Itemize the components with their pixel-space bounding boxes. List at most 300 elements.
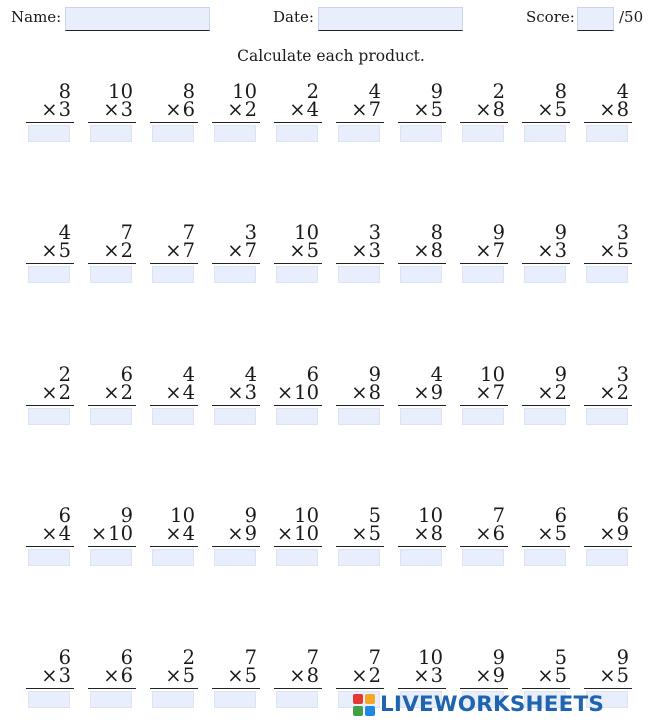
- multiplicand: 4: [58, 221, 71, 244]
- times-sign: ×: [165, 664, 182, 687]
- answer-rule: [88, 546, 136, 547]
- answer-input[interactable]: [400, 549, 442, 566]
- score-input[interactable]: [577, 7, 614, 31]
- problem: [396, 222, 446, 292]
- multiplier-row: [413, 382, 443, 404]
- times-sign: ×: [599, 381, 616, 404]
- answer-input[interactable]: [338, 408, 380, 425]
- problem: [458, 505, 508, 575]
- multiplicand: 9: [616, 646, 629, 669]
- times-sign: ×: [41, 98, 58, 121]
- problem: [520, 364, 570, 434]
- multiplicand: 8: [58, 80, 71, 103]
- multiplier: 8: [616, 98, 629, 121]
- answer-input[interactable]: [90, 549, 132, 566]
- answer-input[interactable]: [152, 408, 194, 425]
- answer-rule: [88, 405, 136, 406]
- multiplier-row: [165, 240, 195, 262]
- answer-rule: [584, 546, 632, 547]
- times-sign: ×: [289, 98, 306, 121]
- multiplier-row: [289, 99, 319, 121]
- multiplicand: 9: [430, 80, 443, 103]
- multiplier-row: [475, 240, 505, 262]
- answer-input[interactable]: [338, 266, 380, 283]
- multiplicand: 7: [182, 221, 195, 244]
- problem: [148, 364, 198, 434]
- answer-rule: [522, 263, 570, 264]
- times-sign: ×: [599, 522, 616, 545]
- answer-rule: [212, 405, 260, 406]
- multiplier: 5: [554, 522, 567, 545]
- multiplier-row: [599, 523, 629, 545]
- times-sign: ×: [227, 239, 244, 262]
- multiplier: 3: [120, 98, 133, 121]
- problem: [210, 222, 260, 292]
- answer-input[interactable]: [90, 125, 132, 142]
- times-sign: ×: [276, 381, 294, 404]
- multiplier: 9: [244, 522, 257, 545]
- multiplier: 5: [554, 664, 567, 687]
- answer-input[interactable]: [586, 125, 628, 142]
- multiplier-row: [537, 382, 567, 404]
- multiplier-row: [475, 99, 505, 121]
- answer-rule: [522, 546, 570, 547]
- multiplier-row: [227, 99, 257, 121]
- answer-rule: [88, 122, 136, 123]
- score-total: /50: [619, 8, 644, 26]
- multiplicand: 7: [120, 221, 133, 244]
- problem: [86, 81, 136, 151]
- multiplicand: 6: [120, 363, 133, 386]
- multiplicand: 4: [182, 363, 195, 386]
- times-sign: ×: [276, 522, 294, 545]
- times-sign: ×: [351, 98, 368, 121]
- answer-rule: [26, 546, 74, 547]
- multiplicand: 2: [182, 646, 195, 669]
- instructions: Calculate each product.: [237, 47, 425, 65]
- multiplicand: 7: [306, 646, 319, 669]
- multiplier: 2: [554, 381, 567, 404]
- multiplier: 4: [182, 522, 195, 545]
- answer-input[interactable]: [276, 266, 318, 283]
- multiplier: 4: [306, 98, 319, 121]
- multiplier: 3: [368, 239, 381, 262]
- multiplicand: 5: [554, 646, 567, 669]
- times-sign: ×: [599, 239, 616, 262]
- answer-input[interactable]: [214, 549, 256, 566]
- answer-input[interactable]: [214, 125, 256, 142]
- answer-input[interactable]: [462, 408, 504, 425]
- multiplier-row: [165, 99, 195, 121]
- multiplicand: 10: [294, 504, 319, 527]
- problem: [24, 81, 74, 151]
- multiplier: 9: [430, 381, 443, 404]
- answer-input[interactable]: [586, 266, 628, 283]
- times-sign: ×: [537, 522, 554, 545]
- multiplier-row: [227, 523, 257, 545]
- times-sign: ×: [413, 664, 430, 687]
- problem: [582, 364, 632, 434]
- problem: [458, 222, 508, 292]
- multiplier: 8: [430, 239, 443, 262]
- answer-input[interactable]: [586, 549, 628, 566]
- answer-input[interactable]: [400, 408, 442, 425]
- multiplicand: 6: [554, 504, 567, 527]
- answer-input[interactable]: [462, 549, 504, 566]
- times-sign: ×: [103, 381, 120, 404]
- answer-input[interactable]: [90, 266, 132, 283]
- multiplier: 7: [182, 239, 195, 262]
- times-sign: ×: [41, 664, 58, 687]
- problem: [272, 364, 322, 434]
- multiplier-row: [227, 382, 257, 404]
- multiplier: 8: [368, 381, 381, 404]
- times-sign: ×: [165, 98, 182, 121]
- multiplicand: 3: [616, 221, 629, 244]
- answer-input[interactable]: [400, 125, 442, 142]
- multiplier: 7: [368, 98, 381, 121]
- problem: [334, 222, 384, 292]
- times-sign: ×: [413, 98, 430, 121]
- times-sign: ×: [537, 664, 554, 687]
- multiplier-row: [351, 240, 381, 262]
- times-sign: ×: [41, 239, 58, 262]
- problem: [86, 222, 136, 292]
- multiplier-row: [413, 665, 443, 687]
- multiplicand: 10: [232, 80, 257, 103]
- multiplier: 2: [120, 239, 133, 262]
- multiplicand: 10: [480, 363, 505, 386]
- multiplier-row: [599, 665, 629, 687]
- answer-rule: [584, 688, 632, 689]
- answer-rule: [274, 263, 322, 264]
- problem: [458, 81, 508, 151]
- multiplier-row: [599, 99, 629, 121]
- multiplier-row: [537, 240, 567, 262]
- times-sign: ×: [41, 522, 58, 545]
- answer-input[interactable]: [28, 549, 70, 566]
- problem: [148, 222, 198, 292]
- answer-rule: [26, 263, 74, 264]
- multiplicand: 2: [306, 80, 319, 103]
- answer-rule: [522, 122, 570, 123]
- problem: [334, 505, 384, 575]
- multiplier-row: [599, 240, 629, 262]
- multiplier-row: [165, 523, 195, 545]
- multiplier-row: [289, 665, 319, 687]
- answer-rule: [274, 122, 322, 123]
- multiplicand: 4: [616, 80, 629, 103]
- times-sign: ×: [103, 239, 120, 262]
- answer-rule: [274, 546, 322, 547]
- multiplicand: 2: [58, 363, 71, 386]
- times-sign: ×: [103, 98, 120, 121]
- times-sign: ×: [475, 98, 492, 121]
- answer-rule: [398, 122, 446, 123]
- multiplier-row: [103, 665, 133, 687]
- times-sign: ×: [41, 381, 58, 404]
- multiplier: 5: [182, 664, 195, 687]
- problem: [520, 222, 570, 292]
- times-sign: ×: [227, 98, 244, 121]
- answer-input[interactable]: [152, 691, 194, 708]
- problem: [210, 647, 260, 717]
- multiplicand: 3: [244, 221, 257, 244]
- answer-rule: [460, 263, 508, 264]
- times-sign: ×: [227, 664, 244, 687]
- multiplier-row: [41, 523, 71, 545]
- answer-input[interactable]: [214, 691, 256, 708]
- multiplicand: 6: [120, 646, 133, 669]
- answer-rule: [398, 688, 446, 689]
- multiplier: 2: [120, 381, 133, 404]
- multiplicand: 9: [554, 363, 567, 386]
- multiplier-row: [475, 382, 505, 404]
- problem: [86, 505, 136, 575]
- problem: [210, 505, 260, 575]
- times-sign: ×: [413, 381, 430, 404]
- answer-input[interactable]: [276, 549, 318, 566]
- multiplier-row: [351, 99, 381, 121]
- answer-rule: [274, 405, 322, 406]
- multiplier: 2: [58, 381, 71, 404]
- multiplier: 6: [492, 522, 505, 545]
- problem: [520, 81, 570, 151]
- multiplier: 2: [244, 98, 257, 121]
- multiplier-row: [227, 665, 257, 687]
- answer-input[interactable]: [276, 691, 318, 708]
- times-sign: ×: [351, 381, 368, 404]
- times-sign: ×: [475, 522, 492, 545]
- problem: [272, 81, 322, 151]
- multiplicand: 3: [368, 221, 381, 244]
- multiplier: 3: [244, 381, 257, 404]
- multiplier: 5: [244, 664, 257, 687]
- problem: [86, 647, 136, 717]
- answer-rule: [398, 546, 446, 547]
- multiplicand: 7: [368, 646, 381, 669]
- problem: [334, 81, 384, 151]
- multiplier: 2: [616, 381, 629, 404]
- answer-input[interactable]: [276, 408, 318, 425]
- multiplier: 8: [430, 522, 443, 545]
- answer-rule: [522, 405, 570, 406]
- answer-rule: [88, 688, 136, 689]
- answer-input[interactable]: [524, 125, 566, 142]
- answer-rule: [150, 546, 198, 547]
- multiplicand: 3: [616, 363, 629, 386]
- answer-input[interactable]: [524, 408, 566, 425]
- multiplicand: 6: [306, 363, 319, 386]
- multiplier-row: [165, 382, 195, 404]
- multiplicand: 6: [58, 646, 71, 669]
- answer-rule: [460, 546, 508, 547]
- score-label: Score:: [526, 8, 575, 26]
- answer-input[interactable]: [90, 691, 132, 708]
- times-sign: ×: [475, 664, 492, 687]
- multiplier-row: [103, 382, 133, 404]
- answer-rule: [522, 688, 570, 689]
- answer-input[interactable]: [524, 266, 566, 283]
- answer-input[interactable]: [338, 125, 380, 142]
- multiplier: 8: [306, 664, 319, 687]
- answer-rule: [584, 122, 632, 123]
- times-sign: ×: [165, 381, 182, 404]
- multiplicand: 10: [418, 504, 443, 527]
- answer-input[interactable]: [28, 691, 70, 708]
- multiplier-row: [103, 240, 133, 262]
- answer-input[interactable]: [28, 266, 70, 283]
- answer-input[interactable]: [462, 266, 504, 283]
- multiplier-row: [91, 523, 133, 545]
- multiplier-row: [537, 99, 567, 121]
- multiplier-row: [41, 99, 71, 121]
- times-sign: ×: [289, 664, 306, 687]
- answer-rule: [460, 122, 508, 123]
- answer-rule: [150, 405, 198, 406]
- answer-input[interactable]: [338, 549, 380, 566]
- answer-input[interactable]: [152, 125, 194, 142]
- multiplier-row: [599, 382, 629, 404]
- answer-rule: [398, 263, 446, 264]
- answer-input[interactable]: [214, 408, 256, 425]
- answer-input[interactable]: [586, 408, 628, 425]
- problem: [24, 222, 74, 292]
- multiplier: 3: [554, 239, 567, 262]
- problem: [24, 364, 74, 434]
- answer-rule: [274, 688, 322, 689]
- multiplier: 7: [244, 239, 257, 262]
- problem: [210, 81, 260, 151]
- name-input[interactable]: [65, 7, 210, 31]
- multiplier-row: [103, 99, 133, 121]
- answer-rule: [88, 263, 136, 264]
- times-sign: ×: [537, 239, 554, 262]
- answer-input[interactable]: [28, 408, 70, 425]
- answer-input[interactable]: [400, 266, 442, 283]
- multiplicand: 10: [294, 221, 319, 244]
- liveworksheets-logo: [352, 693, 604, 717]
- answer-input[interactable]: [462, 125, 504, 142]
- multiplier-row: [351, 523, 381, 545]
- multiplier-row: [537, 665, 567, 687]
- answer-input[interactable]: [90, 408, 132, 425]
- answer-rule: [584, 405, 632, 406]
- multiplicand: 4: [368, 80, 381, 103]
- multiplier: 10: [108, 522, 133, 545]
- times-sign: ×: [413, 522, 430, 545]
- answer-rule: [336, 688, 384, 689]
- multiplier: 7: [492, 381, 505, 404]
- answer-rule: [212, 546, 260, 547]
- multiplier: 3: [430, 664, 443, 687]
- multiplicand: 10: [170, 504, 195, 527]
- multiplier-row: [41, 665, 71, 687]
- times-sign: ×: [537, 381, 554, 404]
- problem: [582, 505, 632, 575]
- answer-rule: [336, 122, 384, 123]
- answer-input[interactable]: [28, 125, 70, 142]
- name-label: Name:: [11, 8, 62, 26]
- answer-rule: [150, 688, 198, 689]
- times-sign: ×: [103, 664, 120, 687]
- multiplier: 9: [492, 664, 505, 687]
- multiplier-row: [351, 382, 381, 404]
- multiplier: 9: [616, 522, 629, 545]
- times-sign: ×: [475, 239, 492, 262]
- answer-rule: [26, 405, 74, 406]
- multiplier-row: [165, 665, 195, 687]
- multiplicand: 7: [492, 504, 505, 527]
- answer-input[interactable]: [214, 266, 256, 283]
- multiplier: 6: [182, 98, 195, 121]
- multiplier-row: [475, 665, 505, 687]
- multiplier: 5: [616, 664, 629, 687]
- multiplier-row: [41, 240, 71, 262]
- answer-rule: [336, 263, 384, 264]
- answer-input[interactable]: [152, 266, 194, 283]
- answer-rule: [584, 263, 632, 264]
- multiplier: 5: [616, 239, 629, 262]
- times-sign: ×: [165, 239, 182, 262]
- multiplier: 7: [492, 239, 505, 262]
- multiplier-row: [41, 382, 71, 404]
- times-sign: ×: [227, 381, 244, 404]
- answer-input[interactable]: [524, 549, 566, 566]
- multiplicand: 8: [430, 221, 443, 244]
- problem: [24, 647, 74, 717]
- multiplier: 5: [430, 98, 443, 121]
- times-sign: ×: [90, 522, 108, 545]
- multiplicand: 9: [492, 646, 505, 669]
- date-input[interactable]: [318, 7, 463, 31]
- problem: [272, 505, 322, 575]
- answer-input[interactable]: [152, 549, 194, 566]
- multiplicand: 4: [244, 363, 257, 386]
- answer-rule: [336, 405, 384, 406]
- multiplicand: 4: [430, 363, 443, 386]
- answer-rule: [460, 688, 508, 689]
- multiplicand: 9: [120, 504, 133, 527]
- multiplier-row: [537, 523, 567, 545]
- times-sign: ×: [351, 664, 368, 687]
- problem: [520, 505, 570, 575]
- problem: [24, 505, 74, 575]
- times-sign: ×: [537, 98, 554, 121]
- multiplier: 4: [182, 381, 195, 404]
- answer-rule: [336, 546, 384, 547]
- multiplicand: 9: [492, 221, 505, 244]
- multiplicand: 9: [554, 221, 567, 244]
- multiplier-row: [277, 382, 319, 404]
- answer-rule: [150, 263, 198, 264]
- multiplicand: 6: [58, 504, 71, 527]
- problem: [148, 81, 198, 151]
- multiplier-row: [289, 240, 319, 262]
- multiplier: 8: [492, 98, 505, 121]
- multiplicand: 10: [418, 646, 443, 669]
- problem: [148, 505, 198, 575]
- multiplier: 5: [554, 98, 567, 121]
- answer-input[interactable]: [276, 125, 318, 142]
- problem: [582, 222, 632, 292]
- multiplicand: 9: [244, 504, 257, 527]
- multiplier-row: [351, 665, 381, 687]
- multiplier-row: [413, 240, 443, 262]
- multiplier: 6: [120, 664, 133, 687]
- multiplicand: 7: [244, 646, 257, 669]
- multiplier: 3: [58, 98, 71, 121]
